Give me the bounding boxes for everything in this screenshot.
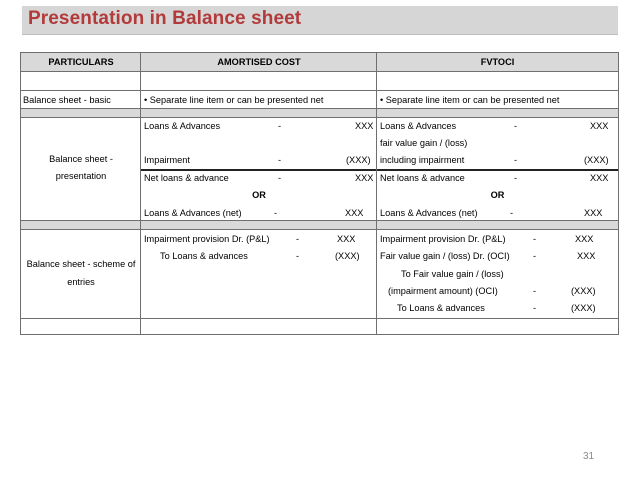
grid-line	[21, 71, 618, 72]
fv-or: OR	[490, 190, 505, 200]
fv-loans-value: XXX	[590, 121, 609, 131]
page-title: Presentation in Balance sheet	[28, 8, 302, 29]
ac-impairment-dash: -	[278, 155, 282, 165]
fv-entry-3-value: (XXX)	[571, 286, 596, 296]
fv-entry-1-label: Impairment provision Dr. (P&L)	[380, 234, 506, 244]
fv-net-loans-dash: -	[510, 208, 514, 218]
ac-entry-1-value: XXX	[337, 234, 356, 244]
ac-net-label: Net loans & advance	[144, 173, 229, 183]
ac-or: OR	[252, 190, 266, 200]
separator-band	[21, 108, 618, 117]
ac-net-dash: -	[278, 173, 282, 183]
ac-entry-2-label: To Loans & advances	[160, 251, 248, 261]
ac-net-loans-value: XXX	[345, 208, 364, 218]
header-fvtoci: FVTOCI	[480, 57, 515, 67]
total-line	[141, 169, 618, 171]
grid-line	[21, 220, 618, 221]
row-label-basic: Balance sheet - basic	[23, 95, 111, 105]
fv-net-loans-value: XXX	[584, 208, 603, 218]
fv-entry-3b-label: (impairment amount) (OCI)	[388, 286, 498, 296]
ac-entry-1-dash: -	[296, 234, 300, 244]
header-particulars: PARTICULARS	[48, 57, 114, 67]
fv-net-loans-label: Loans & Advances (net)	[380, 208, 478, 218]
fv-entry-4-dash: -	[533, 303, 537, 313]
separator-band	[21, 220, 618, 229]
row-label-presentation: Balance sheet -	[49, 154, 113, 164]
grid-line	[21, 117, 618, 118]
ac-net-loans-label: Loans & Advances (net)	[144, 208, 242, 218]
ac-impairment-label: Impairment	[144, 155, 190, 165]
ac-net-loans-dash: -	[274, 208, 278, 218]
fv-entry-4-label: To Loans & advances	[397, 303, 485, 313]
ac-loans-dash: -	[278, 121, 282, 131]
fv-entry-3-label: To Fair value gain / (loss)	[401, 269, 504, 279]
fv-fair-value-label: fair value gain / (loss)	[380, 138, 468, 148]
fv-net-label: Net loans & advance	[380, 173, 465, 183]
fv-loans-label: Loans & Advances	[380, 121, 457, 131]
fv-entry-2-dash: -	[533, 251, 537, 261]
ac-impairment-value: (XXX)	[346, 155, 371, 165]
ac-net-value: XXX	[355, 173, 374, 183]
fv-impairment-value: (XXX)	[584, 155, 609, 165]
fv-entry-3-dash: -	[533, 286, 537, 296]
fv-loans-dash: -	[514, 121, 518, 131]
page-number: 31	[583, 451, 595, 462]
ac-entry-1-label: Impairment provision Dr. (P&L)	[144, 234, 270, 244]
ac-loans-value: XXX	[355, 121, 374, 131]
grid-line	[21, 318, 618, 319]
ac-entry-2-dash: -	[296, 251, 300, 261]
ac-loans-label: Loans & Advances	[144, 121, 221, 131]
fv-entry-1-value: XXX	[575, 234, 594, 244]
basic-ac-text: • Separate line item or can be presented net	[144, 95, 324, 105]
grid-line	[21, 229, 618, 230]
fv-entry-4-value: (XXX)	[571, 303, 596, 313]
basic-fv-text: • Separate line item or can be presented net	[380, 95, 560, 105]
title-bar	[22, 6, 618, 35]
presentation-table	[20, 52, 619, 335]
fv-entry-1-dash: -	[533, 234, 537, 244]
fv-including-impairment-label: including impairment	[380, 155, 465, 165]
fv-net-dash: -	[514, 173, 518, 183]
fv-impairment-dash: -	[514, 155, 518, 165]
row-label-presentation-2: presentation	[55, 171, 107, 181]
header-amortised-cost: AMORTISED COST	[217, 57, 301, 67]
row-label-entries: Balance sheet - scheme of	[26, 259, 136, 269]
fv-entry-2-label: Fair value gain / (loss) Dr. (OCI)	[380, 251, 510, 261]
grid-line	[21, 108, 618, 109]
grid-line	[21, 90, 618, 91]
ac-entry-2-value: (XXX)	[335, 251, 360, 261]
fv-entry-2-value: XXX	[577, 251, 596, 261]
fv-net-value: XXX	[590, 173, 609, 183]
row-label-entries-2: entries	[67, 277, 95, 287]
